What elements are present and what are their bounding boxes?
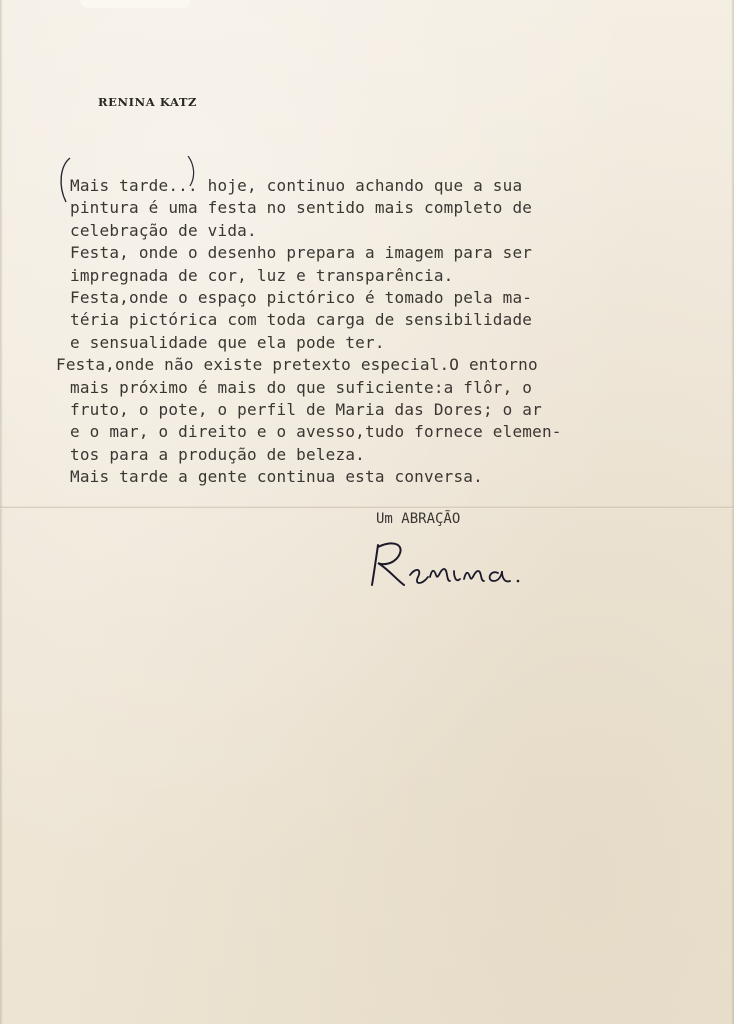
- letter-line-1: Mais tarde... hoje, continuo achando que a sua: [70, 176, 523, 195]
- letter-line-5: impregnada de cor, luz e transparência.: [70, 265, 454, 285]
- letterhead-name: RENINA KATZ: [98, 95, 198, 109]
- letter-line-9: Festa,onde não existe pretexto especial.O entorno: [56, 355, 538, 375]
- letter-line-7: téria pictórica com toda carga de sensibilidade: [70, 310, 533, 330]
- closing-salutation: Um ABRAÇÃO: [376, 511, 461, 527]
- letter-line-8: e sensualidade que ela pode ter.: [70, 332, 385, 352]
- letter-line-11: fruto, o pote, o perfil de Maria das Dores; o ar: [70, 399, 542, 419]
- letter-line-12: e o mar, o direito e o avesso,tudo fornece elemen-: [70, 422, 562, 442]
- torn-paper-edge: [80, 0, 190, 8]
- letter-line-14: Mais tarde a gente continua esta conversa.: [70, 467, 483, 487]
- letter-line-13: tos para a produção de beleza.: [70, 444, 365, 464]
- letter-line-2: pintura é uma festa no sentido mais completo de: [70, 198, 533, 218]
- handwritten-signature: [364, 535, 534, 595]
- letter-line-10: mais próximo é mais do que suficiente:a flôr, o: [70, 377, 533, 397]
- paper-left-edge: [0, 0, 3, 1024]
- letter-line-3: celebração de vida.: [70, 220, 257, 240]
- letter-body: [56, 175, 716, 488]
- letter-line-4: Festa, onde o desenho prepara a imagem para ser: [70, 243, 533, 263]
- paper-fold-line: [0, 506, 734, 509]
- letter-line-6: Festa,onde o espaço pictórico é tomado pela ma-: [70, 287, 533, 307]
